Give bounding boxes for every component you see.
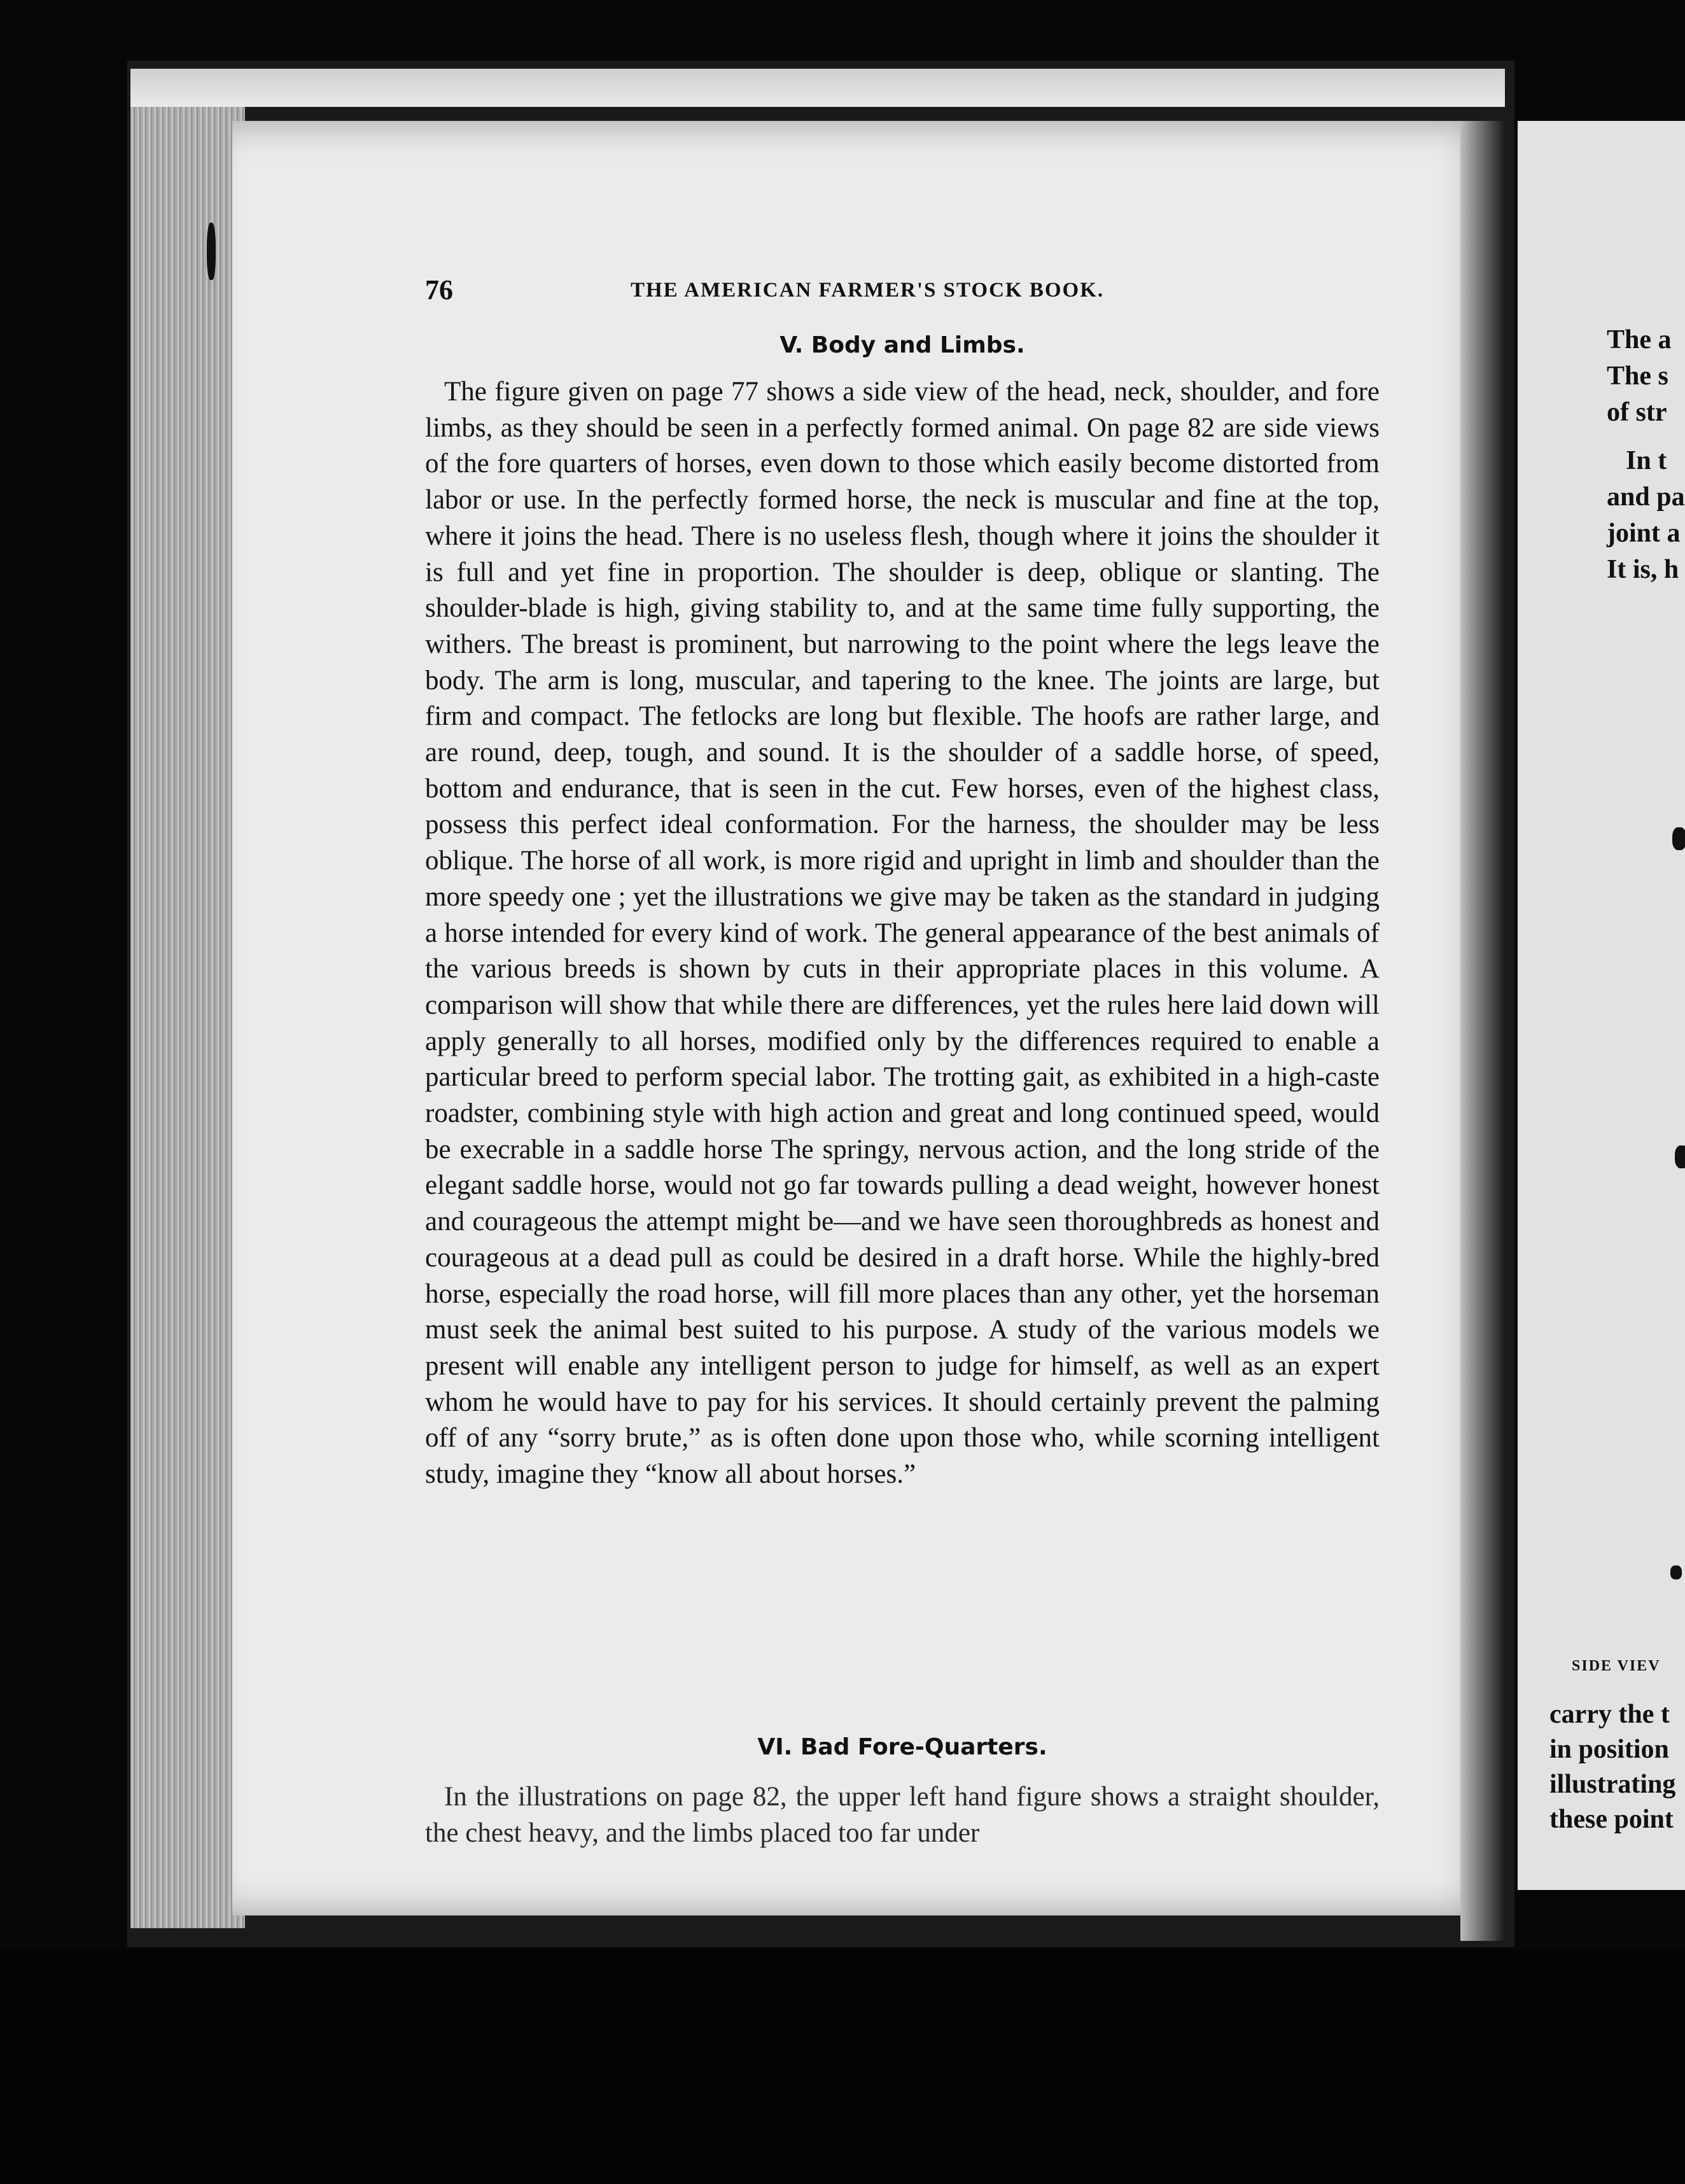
bottom-background	[0, 1947, 1685, 2184]
book-gutter	[1460, 121, 1505, 1941]
page-number: 76	[425, 274, 453, 305]
section-heading-bad-fore-quarters: VI. Bad Fore-Quarters.	[757, 1734, 1047, 1760]
right-page-line: these point	[1549, 1805, 1674, 1834]
right-page-line: and pa	[1607, 482, 1685, 512]
header-title: THE AMERICAN FARMER'S STOCK BOOK.	[631, 279, 1105, 302]
right-page-line: In t	[1626, 446, 1667, 475]
right-page-line: carry the t	[1549, 1700, 1670, 1729]
right-page-illustration-fragment	[1672, 827, 1685, 850]
right-page-illustration-fragment	[1670, 1565, 1682, 1579]
right-page-line: illustrating	[1549, 1770, 1676, 1799]
section-heading-body-and-limbs: V. Body and Limbs.	[780, 332, 1025, 358]
page-top-edge	[130, 69, 1505, 107]
running-head	[425, 274, 1380, 312]
body-paragraph-continued: In the illustrations on page 82, the upper left hand figure shows a straight shoulder, the chest heavy, and the limbs placed too far under	[425, 1782, 1380, 1848]
right-page-line: The a	[1607, 325, 1672, 354]
margin-ink-mark	[207, 223, 216, 280]
right-page-line: joint a	[1607, 519, 1681, 548]
right-page-caption: SIDE VIEV	[1572, 1658, 1661, 1674]
right-page-line: in position	[1549, 1735, 1669, 1764]
right-page-line: of str	[1607, 398, 1667, 427]
body-paragraph: The figure given on page 77 shows a side view of the head, neck, shoulder, and fore limbs, as they should be seen in a perfectly formed animal. On page 82 are side views of the fore quarters of horses, even down to those which easily become distorted from labor or use. In the perfectly formed horse, the neck is muscular and fine at the top, where it joins the head. There is no useless flesh, though where it joins the shoulder it is full and yet fine in proportion. The shoulder is deep, oblique or slanting. The shoulder-blade is high, giving stability to, and at the same time fully supporting, the withers. The breast is prominent, but narrowing to the point where the legs leave the body. The arm is long, muscular, and tapering to the knee. The joints are large, but firm and compact. The fetlocks are long but flexible. The hoofs are rather large, and are round, deep, tough, and sound. It is the shoulder of a saddle horse, of speed, bottom and endurance, that is seen in the cut. Few horses, even of the highest class, possess this perfect ideal conformation. For the harness, the shoulder may be less oblique. The horse of all work, is more rigid and upright in limb and shoulder than the more speedy one ; yet the illustrations we give may be taken as the standard in judging a horse intended for every kind of work. The general appearance of the best animals of the various breeds is shown by cuts in their appropriate places in this volume. A comparison will show that while there are differences, yet the rules here laid down will apply generally to all horses, modified only by the differences required to enable a particular breed to perform special labor. The trotting gait, as exhibited in a high-caste roadster, combining style with high action and great and long continued speed, would be execrable in a saddle horse The springy, nervous action, and the long stride of the elegant saddle horse, would not go far towards pulling a dead weight, however honest and courageous the attempt might be—and we have seen thoroughbreds as honest and courageous at a dead pull as could be desired in a draft horse. While the highly-bred horse, especially the road horse, will fill more places than any other, yet the horseman must seek the animal best suited to his purpose. A study of the various models we present will enable any intelligent person to judge for himself, as well as an expert whom he would have to pay for his services. It should certainly prevent the palming off of any “sorry brute,” as is often done upon those who, while scorning intelligent study, imagine they “know all about horses.”	[425, 377, 1380, 1490]
right-page-line: It is, h	[1607, 555, 1679, 584]
right-page-line: The s	[1607, 361, 1668, 391]
page-stack-edge	[130, 70, 245, 1928]
right-page-illustration-fragment	[1675, 1145, 1685, 1168]
